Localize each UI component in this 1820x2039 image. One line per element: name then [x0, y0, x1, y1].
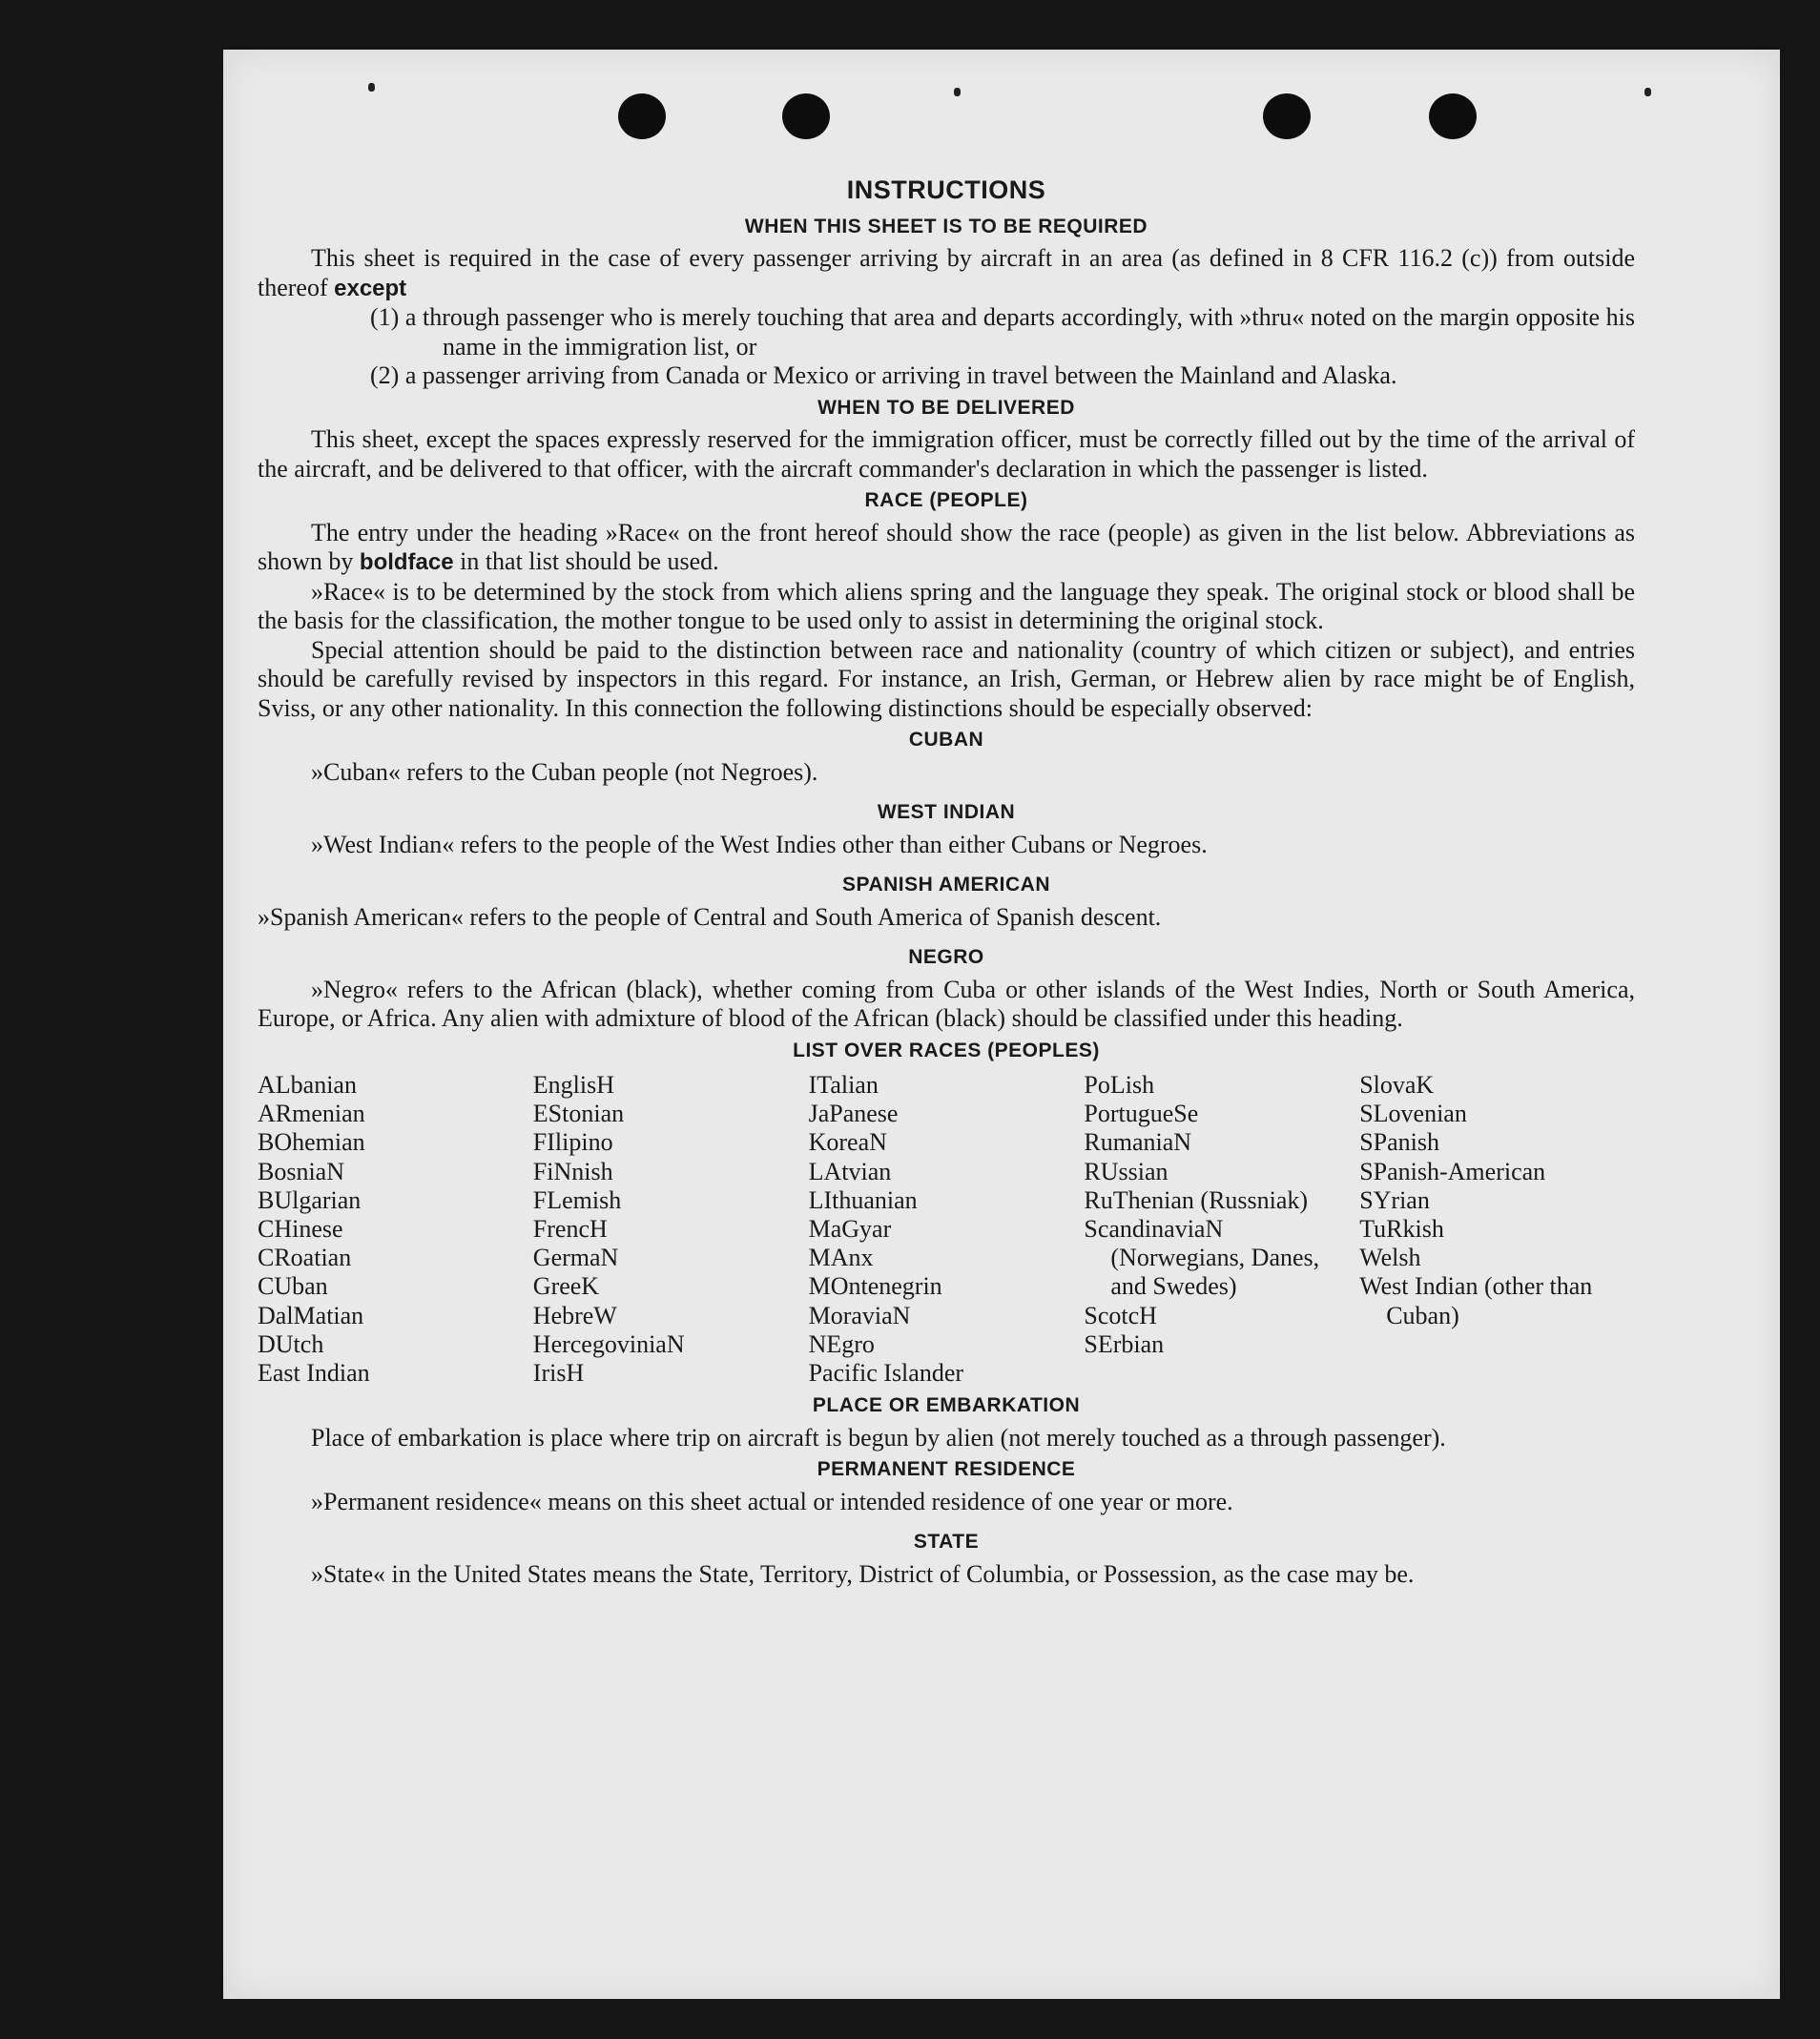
race-entry: GreeK: [532, 1272, 600, 1301]
race-entry: BUlgarian: [258, 1185, 362, 1214]
paragraph: [258, 244, 1635, 303]
race-entry: FrencH: [532, 1215, 608, 1244]
paragraph: »Negro« refers to the African (black), whether coming from Cuba or other islands of the West Indies, North or South America, Europe, or Africa. Any alien with admixture of blood of the African (black) should be classified under this heading.: [258, 975, 1635, 1032]
race-entry: ARmenian: [258, 1100, 365, 1128]
race-entry: PortugueSe: [1084, 1100, 1199, 1128]
race-entry: IrisH: [532, 1359, 585, 1388]
race-entry: KoreaN: [808, 1128, 887, 1157]
race-entry: MAnx: [808, 1244, 874, 1272]
race-list: [258, 1071, 1635, 1388]
race-column: [258, 1071, 533, 1388]
race-column: [1084, 1071, 1359, 1388]
race-entry: BosniaN: [258, 1157, 344, 1185]
race-entry: East Indian: [258, 1359, 370, 1388]
section-heading: LIST OVER RACES (PEOPLES): [793, 1039, 1100, 1061]
race-column: [809, 1071, 1085, 1388]
race-entry: LIthuanian: [808, 1185, 918, 1214]
race-entry: SErbian: [1084, 1329, 1165, 1358]
race-entry: GermaN: [532, 1244, 619, 1272]
race-entry: SPanish: [1359, 1128, 1439, 1157]
race-entry: CRoatian: [258, 1244, 352, 1272]
punch-hole: [782, 93, 830, 139]
paragraph-text: in that list should be used.: [460, 547, 719, 575]
race-entry: SYrian: [1359, 1185, 1430, 1214]
race-entry: RumaniaN: [1084, 1128, 1192, 1157]
race-entry: PoLish: [1084, 1071, 1155, 1099]
race-entry: DUtch: [258, 1329, 324, 1358]
race-column: [1359, 1071, 1635, 1388]
race-entry: NEgro: [808, 1329, 875, 1358]
section-heading: CUBAN: [908, 729, 984, 751]
paragraph: This sheet, except the spaces expressly reserved for the immigration officer, must be correctly filled out by the time of the arrival of the aircraft, and be delivered to that officer, with the aircraft commander's declaration in which the passenger is listed.: [258, 425, 1635, 483]
section-heading: RACE (PEOPLE): [864, 489, 1028, 511]
race-entry: LAtvian: [808, 1157, 892, 1185]
race-entry: ScotcH: [1084, 1301, 1157, 1329]
race-entry: BOhemian: [258, 1128, 365, 1157]
race-entry: SLovenian: [1359, 1100, 1467, 1128]
section-heading: WHEN THIS SHEET IS TO BE REQUIRED: [744, 215, 1148, 237]
list-item: (2) a passenger arriving from Canada or Mexico or arriving in travel between the Mainland and Alaska.: [370, 361, 1397, 389]
race-entry: HercegoviniaN: [532, 1329, 685, 1358]
race-entry: FLemish: [532, 1185, 622, 1214]
section-heading: WHEN TO BE DELIVERED: [817, 396, 1075, 419]
race-entry: RUssian: [1084, 1157, 1169, 1185]
section-heading: NEGRO: [908, 946, 984, 968]
paragraph-text: The entry under the heading »Race« on the front hereof should show the race (people) as given in the list below. Abbreviations as shown by: [258, 518, 1635, 575]
section-heading: PLACE OR EMBARKATION: [812, 1394, 1081, 1417]
race-entry: ITalian: [808, 1071, 879, 1099]
document-page: [223, 50, 1780, 1999]
section-heading: SPANISH AMERICAN: [841, 874, 1050, 896]
bold-text: except: [334, 275, 407, 301]
list-item: (1) a through passenger who is merely touching that area and departs accordingly, with »thru« noted on the margin opposite his name in the immigration list, or: [370, 303, 1635, 360]
punch-hole: [618, 93, 666, 139]
race-column: [533, 1071, 809, 1388]
race-entry: EStonian: [532, 1100, 625, 1128]
race-entry: EnglisH: [532, 1071, 615, 1099]
paragraph: Place of embarkation is place where trip on aircraft is begun by alien (not merely touched as a through passenger).: [311, 1423, 1446, 1452]
paragraph-text: This sheet is required in the case of every passenger arriving by aircraft in an area (as defined in 8 CFR 116.2 (c)) from outside thereof: [258, 244, 1635, 301]
paragraph: »Race« is to be determined by the stock from which aliens spring and the language they speak. The original stock or blood shall be the basis for the classification, the mother tongue to be used only to assist in determining the original stock.: [258, 577, 1635, 634]
paragraph: »West Indian« refers to the people of the West Indies other than either Cubans or Negroes.: [311, 830, 1208, 858]
race-entry: Welsh: [1359, 1244, 1421, 1272]
race-entry: CUban: [258, 1272, 328, 1301]
race-entry: ALbanian: [258, 1071, 357, 1099]
speck-mark: [368, 83, 375, 92]
paragraph: »Cuban« refers to the Cuban people (not Negroes).: [311, 757, 818, 786]
race-entry: CHinese: [258, 1215, 343, 1244]
paragraph: »Spanish American« refers to the people of Central and South America of Spanish descent.: [258, 902, 1162, 931]
race-entry: SlovaK: [1359, 1071, 1435, 1099]
speck-mark: [1644, 88, 1651, 96]
race-entry: JaPanese: [808, 1100, 899, 1128]
race-entry: SPanish-American: [1359, 1157, 1546, 1185]
race-entry: HebreW: [532, 1301, 617, 1329]
section-heading: PERMANENT RESIDENCE: [817, 1458, 1076, 1481]
bold-text: boldface: [359, 549, 454, 575]
race-entry: TuRkish: [1359, 1215, 1444, 1244]
paragraph: »Permanent residence« means on this sheet actual or intended residence of one year or more.: [311, 1487, 1233, 1515]
race-entry: Pacific Islander: [808, 1359, 964, 1388]
section-heading: WEST INDIAN: [877, 801, 1016, 823]
race-entry: FIlipino: [532, 1128, 613, 1157]
race-entry: MaGyar: [808, 1215, 892, 1244]
instructions-content: [258, 175, 1635, 1589]
punch-hole: [1429, 93, 1477, 139]
paragraph: »State« in the United States means the State, Territory, District of Columbia, or Possession, as the case may be.: [311, 1559, 1415, 1588]
section-heading: STATE: [913, 1531, 980, 1554]
paragraph: [258, 519, 1635, 578]
race-entry: FiNnish: [532, 1157, 613, 1185]
race-entry: DalMatian: [258, 1301, 364, 1329]
paragraph: Special attention should be paid to the distinction between race and nationality (country of which citizen or subject), and entries should be carefully revised by inspectors in this regard. For instance, an Irish, German, or Hebrew alien by race might be of English, Sviss, or any other nationality. In this connection the following distinctions should be especially observed:: [258, 635, 1635, 722]
race-entry: ScandinaviaN (Norwegians, Danes, and Swedes): [1084, 1215, 1320, 1301]
race-entry: West Indian (other than Cuban): [1359, 1272, 1593, 1329]
speck-mark: [954, 88, 961, 96]
race-entry: MOntenegrin: [808, 1272, 942, 1301]
race-entry: RuThenian (Russniak): [1084, 1185, 1309, 1214]
race-entry: MoraviaN: [808, 1301, 911, 1329]
punch-hole: [1263, 93, 1311, 139]
page-title: INSTRUCTIONS: [846, 175, 1046, 204]
